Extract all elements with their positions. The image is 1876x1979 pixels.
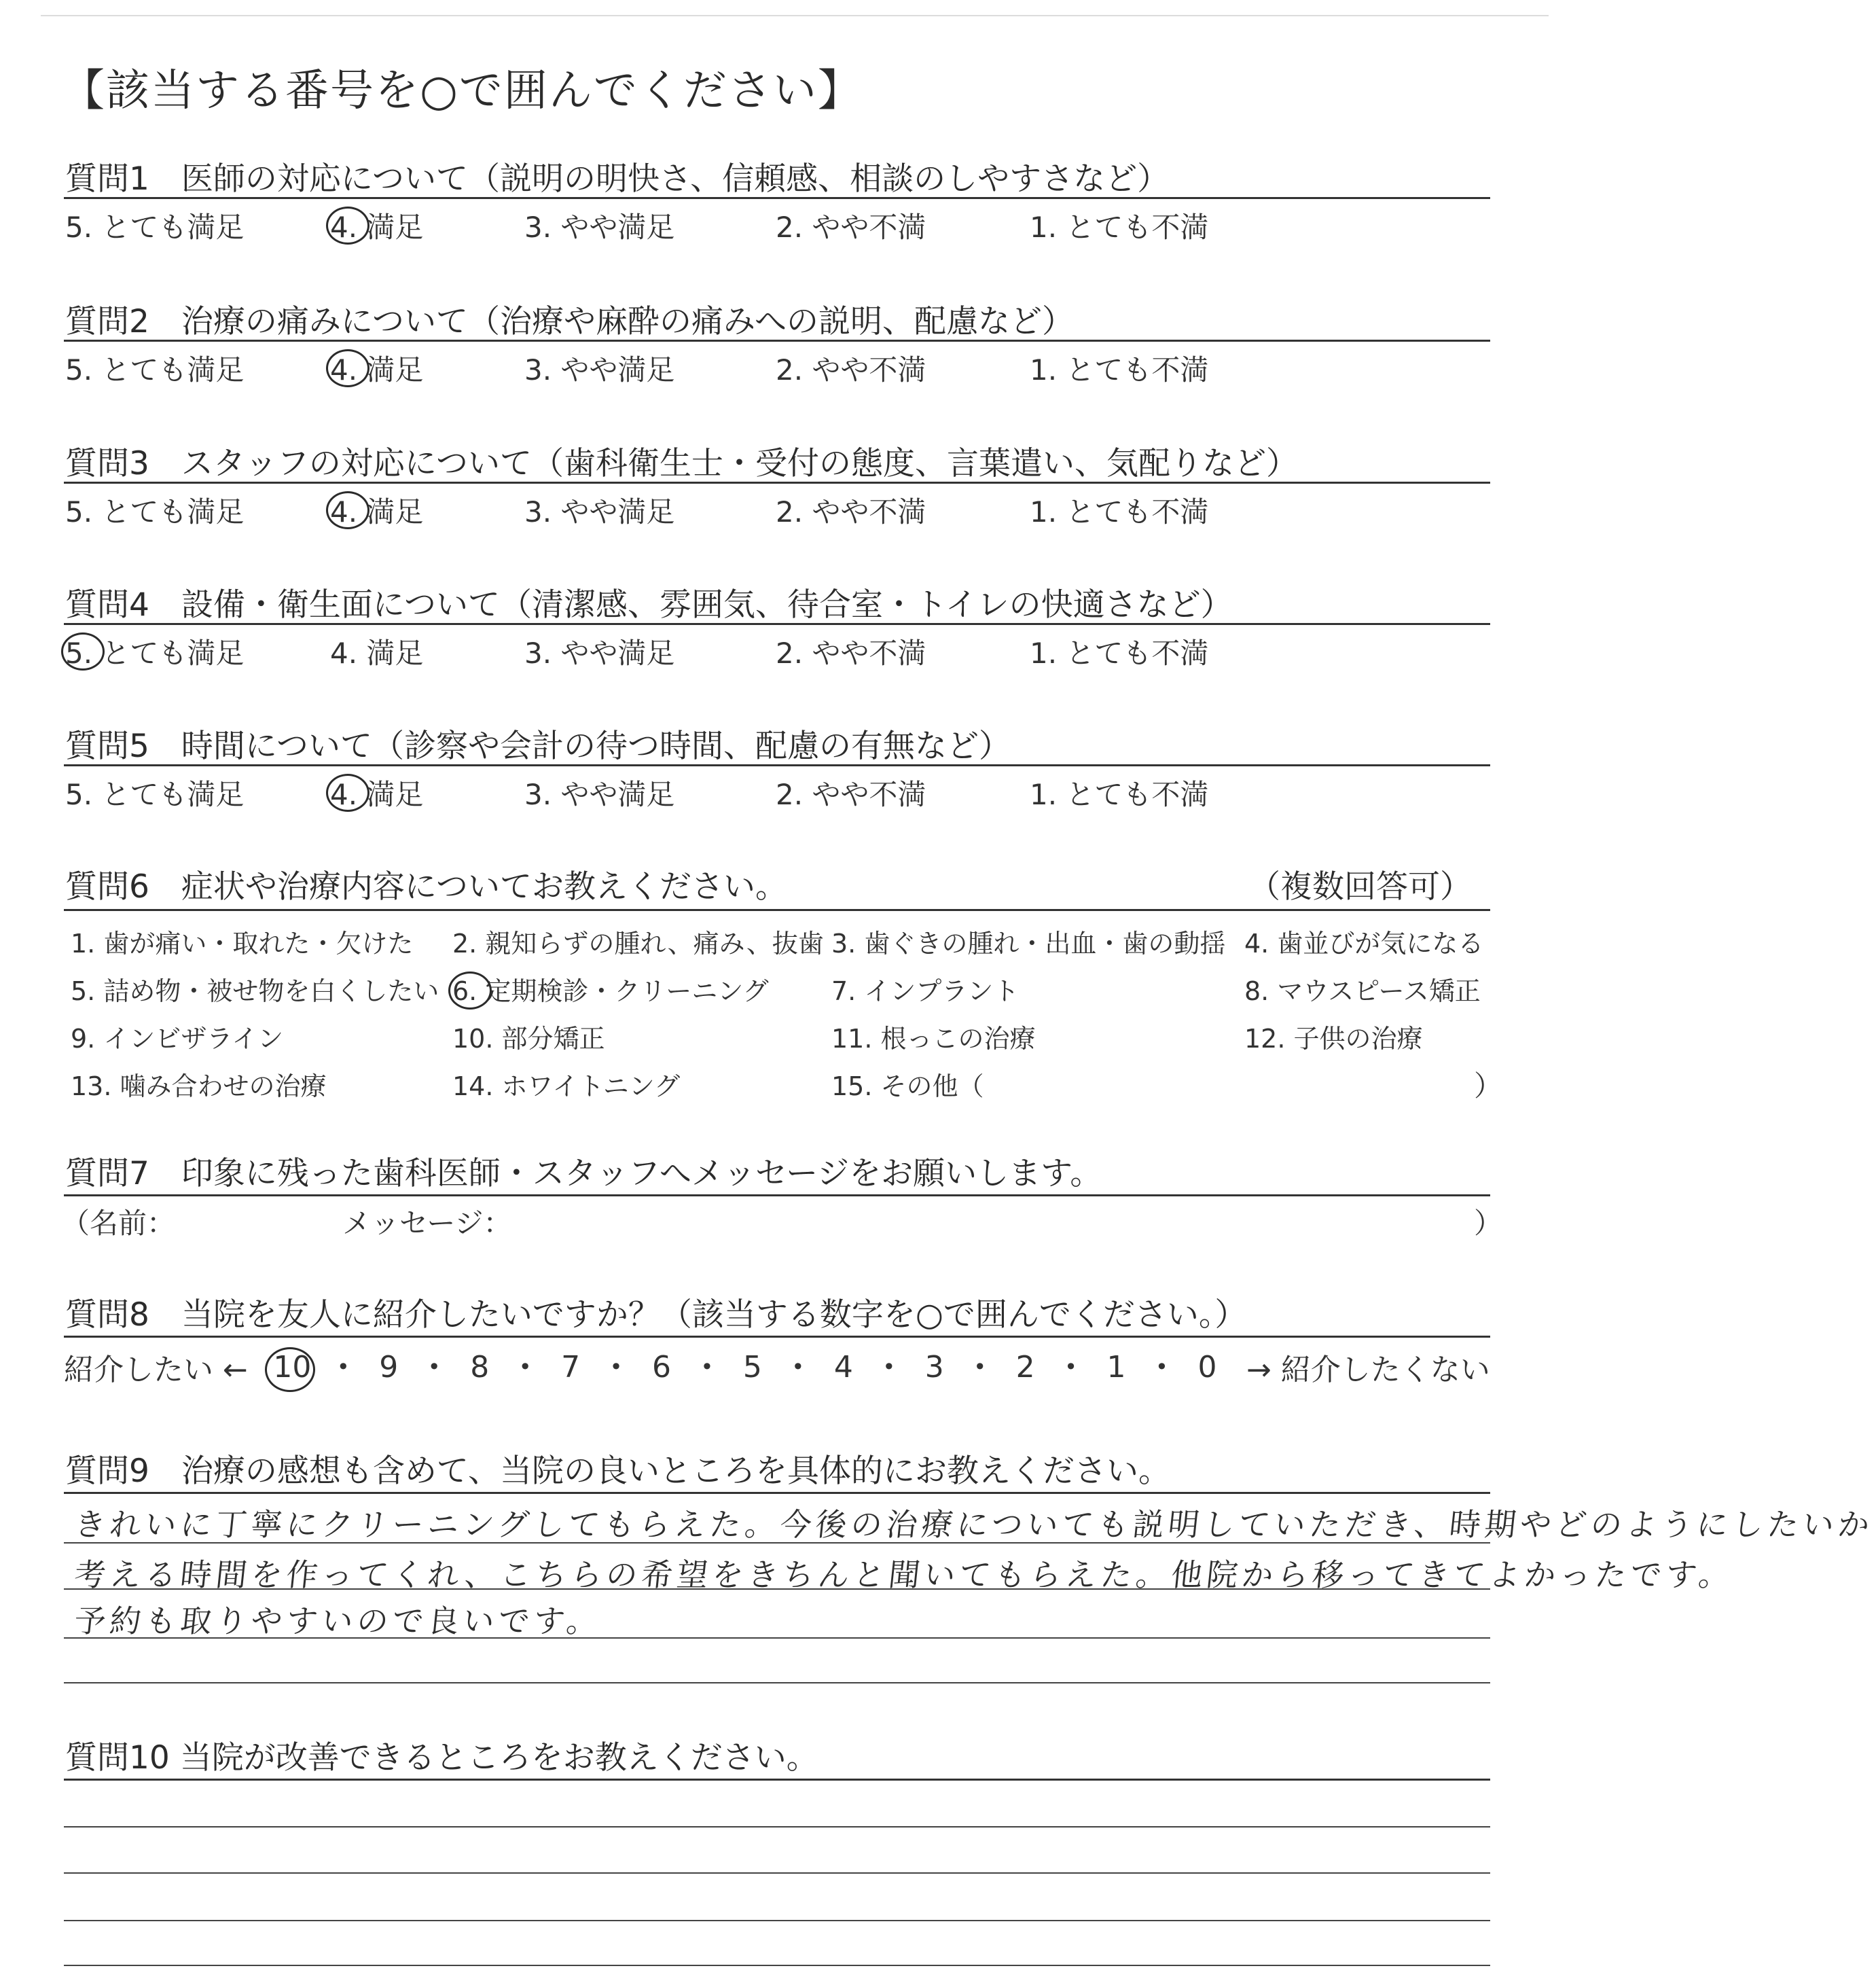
scale-left-label: 紹介したい ←: [64, 1353, 248, 1387]
q2-rating-option[interactable]: [776, 348, 926, 389]
q6-option-label: 13. 噛み合わせの治療: [71, 1071, 327, 1101]
q1-rating-option[interactable]: [65, 205, 244, 246]
top-edge-line: [41, 15, 1549, 16]
q10-line-4: [64, 1965, 1490, 1966]
scale-separator: •: [791, 1354, 805, 1380]
q6-option-label: 14. ホワイトニング: [452, 1071, 681, 1101]
q4-rating-option[interactable]: [1030, 631, 1208, 672]
scale-separator: •: [518, 1354, 532, 1380]
scale-separator: •: [1155, 1354, 1168, 1380]
scale-separator: •: [427, 1354, 441, 1380]
q6-option[interactable]: [71, 923, 413, 960]
q2-title: 質問2 治療の痛みについて（治療や麻酔の痛みへの説明、配慮など）: [65, 303, 1075, 340]
rating-option-label: 3. やや満足: [524, 353, 675, 387]
q6-option[interactable]: [831, 1018, 1036, 1055]
q6-option-label: 12. 子供の治療: [1244, 1024, 1423, 1054]
q5-rating-option[interactable]: [1030, 772, 1208, 813]
rating-option-label: 2. やや不満: [776, 353, 926, 387]
q2-rating-option[interactable]: [524, 348, 674, 389]
scale-right-label: → 紹介したくない: [1246, 1353, 1490, 1387]
rating-option-label: 1. とても不満: [1030, 211, 1209, 244]
q6-option-label: 8. マウスピース矯正: [1244, 976, 1481, 1006]
q9-line-4: [64, 1682, 1490, 1683]
q6-option[interactable]: [71, 970, 439, 1008]
scale-separator: •: [700, 1354, 714, 1380]
q3-rating-option-selected[interactable]: [330, 490, 423, 531]
scale-value[interactable]: 8: [470, 1349, 490, 1385]
q6-option[interactable]: [831, 923, 1225, 960]
q10-rule: [64, 1779, 1490, 1781]
q10-title: 質問10 当院が改善できるところをお教えください。: [65, 1739, 818, 1777]
rating-option-label: 1. とても不満: [1030, 637, 1209, 670]
q6-option[interactable]: [71, 1018, 283, 1055]
q5-rule: [64, 764, 1490, 766]
q9-answer-line-3: 予約も取りやすいので良いです。: [72, 1603, 604, 1639]
q4-rating-option[interactable]: [524, 631, 674, 672]
q8-rule: [64, 1336, 1490, 1338]
q9-rule: [64, 1492, 1490, 1494]
referral-scale: [64, 1345, 1490, 1389]
q4-rule: [64, 623, 1490, 625]
q6-other-close-paren: ）: [1474, 1069, 1503, 1103]
q6-option-label: 11. 根っこの治療: [831, 1024, 1036, 1054]
q10-line-1: [64, 1826, 1490, 1828]
q3-rule: [64, 482, 1490, 484]
q2-rule: [64, 340, 1490, 342]
q6-rule: [64, 909, 1490, 911]
scale-separator: •: [609, 1354, 623, 1380]
q6-option-label: 10. 部分矯正: [452, 1024, 605, 1054]
q7-name-label: （名前：: [61, 1207, 176, 1240]
q2-rating-option-selected[interactable]: [330, 348, 423, 389]
q8-title: 質問8 当院を友人に紹介したいですか？（該当する数字を○で囲んでください。）: [65, 1296, 1247, 1334]
q2-rating-option[interactable]: [65, 348, 244, 389]
q3-rating-option[interactable]: [776, 490, 926, 531]
rating-option-label: 3. やや満足: [524, 778, 675, 811]
q6-option[interactable]: [831, 970, 1019, 1008]
q6-option-label: 1. 歯が痛い・取れた・欠けた: [71, 929, 414, 959]
q9-answer-line-1: きれいに丁寧にクリーニングしてもらえた。今後の治療についても説明していただき、時期やどのようにしたいか: [72, 1506, 1875, 1543]
q7-title: 質問7 印象に残った歯科医師・スタッフへメッセージをお願いします。: [65, 1155, 1102, 1192]
q10-line-3: [64, 1920, 1490, 1921]
form-header: 【該当する番号を○で囲んでください】: [61, 66, 863, 116]
q9-title: 質問9 治療の感想も含めて、当院の良いところを具体的にお教えください。: [65, 1452, 1170, 1490]
q6-option[interactable]: [452, 1065, 680, 1103]
rating-option-label: 4. 満足: [330, 348, 423, 389]
rating-option-label: 5. とても満足: [65, 353, 245, 387]
scale-value[interactable]: 5: [742, 1349, 762, 1385]
scale-value[interactable]: 6: [652, 1349, 671, 1385]
q3-rating-option[interactable]: [1030, 490, 1208, 531]
rating-option-label: 5. とても満足: [65, 631, 244, 672]
scale-value[interactable]: 2: [1015, 1349, 1035, 1385]
q1-rating-option[interactable]: [776, 205, 926, 246]
scale-value[interactable]: 0: [1197, 1349, 1217, 1385]
rating-option-label: 1. とても不満: [1030, 353, 1209, 387]
q5-rating-option[interactable]: [776, 772, 926, 813]
q5-rating-option[interactable]: [65, 772, 244, 813]
q1-rating-option[interactable]: [1030, 205, 1208, 246]
rating-option-label: 4. 満足: [330, 637, 424, 670]
q6-option[interactable]: [452, 1018, 605, 1055]
q6-option[interactable]: [71, 1065, 327, 1103]
rating-option-label: 4. 満足: [330, 205, 423, 246]
rating-option-label: 2. やや不満: [776, 637, 926, 670]
q9-answer-line-2: 考える時間を作ってくれ、こちらの希望をきちんと聞いてもらえた。他院から移ってきてよかったです。: [72, 1556, 1736, 1593]
scale-separator: •: [973, 1354, 987, 1380]
rating-option-label: 1. とても不満: [1030, 778, 1209, 811]
q5-rating-option[interactable]: [524, 772, 674, 813]
scale-value[interactable]: 4: [833, 1349, 853, 1385]
rating-option-label: 1. とても不満: [1030, 495, 1209, 529]
q6-option[interactable]: [452, 923, 824, 960]
q3-rating-option[interactable]: [524, 490, 674, 531]
q6-option[interactable]: [1244, 923, 1483, 960]
rating-option-label: 3. やや満足: [524, 495, 675, 529]
q4-rating-option-selected[interactable]: [65, 631, 244, 672]
q4-rating-option[interactable]: [776, 631, 926, 672]
scale-value[interactable]: 3: [924, 1349, 944, 1385]
q1-title: 質問1 医師の対応について（説明の明快さ、信頼感、相談のしやすさなど）: [65, 160, 1170, 198]
q6-note: （複数回答可）: [1248, 868, 1472, 906]
q2-rating-option[interactable]: [1030, 348, 1208, 389]
scale-separator: •: [336, 1354, 350, 1380]
q6-option-label: 5. 詰め物・被せ物を白くしたい: [71, 976, 439, 1006]
rating-option-label: 2. やや不満: [776, 778, 926, 811]
q5-title: 質問5 時間について（診察や会計の待つ時間、配慮の有無など）: [65, 728, 1011, 765]
q6-option[interactable]: [831, 1065, 984, 1103]
q6-option-selected[interactable]: [452, 970, 769, 1008]
scale-value[interactable]: 7: [561, 1349, 581, 1385]
q5-rating-option-selected[interactable]: [330, 772, 423, 813]
scale-separator: •: [882, 1354, 896, 1380]
rating-option-label: 2. やや不満: [776, 495, 926, 529]
q3-rating-option[interactable]: [65, 490, 244, 531]
q6-option-label: 9. インビザライン: [71, 1024, 284, 1054]
q7-message-label: メッセージ：: [342, 1207, 512, 1240]
q6-option[interactable]: [1244, 970, 1481, 1008]
q6-option[interactable]: [1244, 1018, 1423, 1055]
scale-value[interactable]: 1: [1106, 1349, 1126, 1385]
rating-option-label: 5. とても満足: [65, 495, 245, 529]
q10-line-2: [64, 1872, 1490, 1874]
q7-close-paren: ）: [1474, 1207, 1503, 1240]
q1-rating-option[interactable]: [524, 205, 674, 246]
rating-option-label: 3. やや満足: [524, 637, 675, 670]
q6-option-label: 4. 歯並びが気になる: [1244, 929, 1484, 959]
rating-option-label: 3. やや満足: [524, 211, 675, 244]
scale-value-selected[interactable]: 10: [273, 1349, 312, 1385]
q1-rule: [64, 197, 1490, 199]
rating-option-label: 4. 満足: [330, 490, 423, 531]
q7-rule: [64, 1194, 1490, 1196]
q4-rating-option[interactable]: [330, 631, 423, 672]
rating-option-label: 4. 満足: [330, 772, 423, 813]
scale-separator: •: [1064, 1354, 1078, 1380]
q6-option-label: 2. 親知らずの腫れ、痛み、抜歯: [452, 929, 824, 959]
q3-title: 質問3 スタッフの対応について（歯科衛生士・受付の態度、言葉遣い、気配りなど）: [65, 445, 1298, 482]
q1-rating-option-selected[interactable]: [330, 205, 423, 246]
q6-option-label: 7. インプラント: [831, 976, 1020, 1006]
rating-option-label: 2. やや不満: [776, 211, 926, 244]
rating-option-label: 5. とても満足: [65, 211, 245, 244]
q6-title: 質問6 症状や治療内容についてお教えください。: [65, 868, 787, 906]
scale-value[interactable]: 9: [379, 1349, 399, 1385]
rating-option-label: 5. とても満足: [65, 778, 245, 811]
q6-option-label: 3. 歯ぐきの腫れ・出血・歯の動揺: [831, 929, 1226, 959]
q6-option-label: 6. 定期検診・クリーニング: [452, 970, 769, 1008]
q4-title: 質問4 設備・衛生面について（清潔感、雰囲気、待合室・トイレの快適さなど）: [65, 586, 1233, 624]
q6-option-label: 15. その他（: [831, 1071, 984, 1101]
